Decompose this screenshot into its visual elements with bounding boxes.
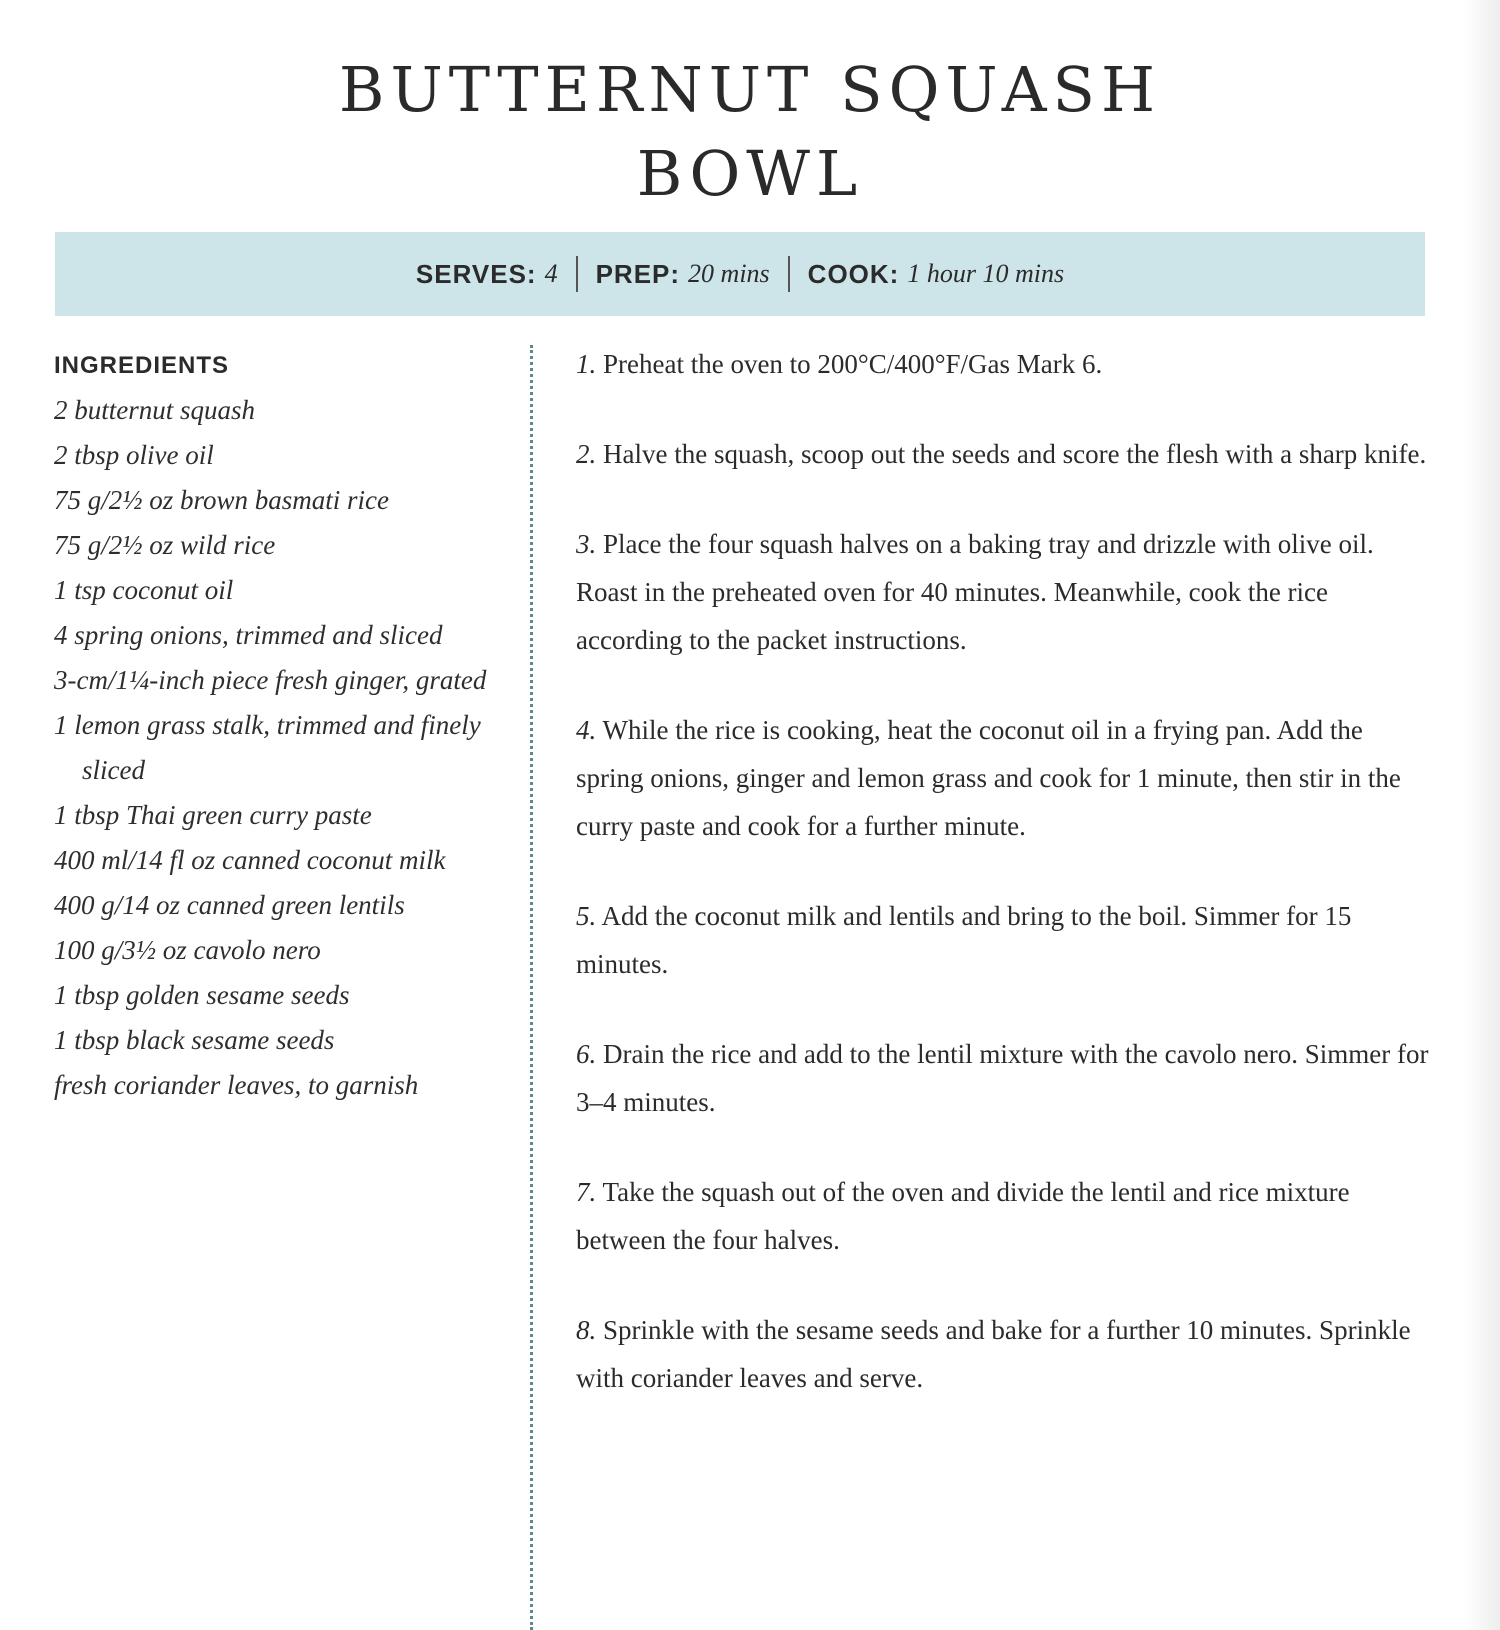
ingredient-item: 2 butternut squash (54, 395, 256, 425)
method-steps (576, 340, 1436, 1444)
method-step (576, 1030, 1436, 1126)
step-number: 6. (576, 1039, 597, 1069)
ingredient-item: fresh coriander leaves, to garnish (54, 1070, 419, 1100)
meta-separator (576, 256, 578, 292)
step-number: 8. (576, 1315, 597, 1345)
step-text: Drain the rice and add to the lentil mixture with the cavolo nero. Simmer for 3–4 minutes. (576, 1039, 1429, 1117)
page-edge-shadow (1464, 0, 1500, 1630)
method-step (576, 892, 1436, 988)
method-step (576, 520, 1436, 664)
serves-value: 4 (544, 259, 558, 288)
step-text: Halve the squash, scoop out the seeds and score the flesh with a sharp knife. (603, 439, 1427, 469)
recipe-title-line-1: BUTTERNUT SQUASH (338, 53, 1162, 126)
step-text: While the rice is cooking, heat the coconut oil in a frying pan. Add the spring onions, ginger and lemon grass and cook for 1 minute, then stir in the curry paste and cook for a further minute. (576, 715, 1401, 841)
step-text: Preheat the oven to 200°C/400°F/Gas Mark 6. (603, 349, 1103, 379)
step-number: 2. (576, 439, 597, 469)
ingredient-item: 400 g/14 oz canned green lentils (54, 890, 405, 920)
method-step (576, 340, 1436, 388)
step-number: 4. (576, 715, 597, 745)
ingredient-item: 75 g/2½ oz brown basmati rice (54, 485, 390, 515)
column-divider (530, 345, 533, 1630)
step-number: 7. (576, 1177, 597, 1207)
ingredient-item: 2 tbsp olive oil (54, 440, 214, 470)
recipe-title-line-2: BOWL (636, 137, 864, 210)
ingredient-item: 1 tsp coconut oil (54, 575, 234, 605)
ingredient-item: 100 g/3½ oz cavolo nero (54, 935, 321, 965)
recipe-title (0, 48, 1500, 216)
ingredient-item: 1 tbsp golden sesame seeds (54, 980, 350, 1010)
prep-label: PREP: (595, 258, 681, 289)
step-text: Place the four squash halves on a baking tray and drizzle with olive oil. Roast in the preheated oven for 40 minutes. Meanwhile, cook the rice according to the packet instructions. (576, 529, 1374, 655)
step-number: 1. (576, 349, 597, 379)
ingredient-item: 3-cm/1¼-inch piece fresh ginger, grated (54, 665, 487, 695)
ingredient-item: 1 tbsp black sesame seeds (54, 1025, 335, 1055)
method-step (576, 430, 1436, 478)
step-text: Add the coconut milk and lentils and bring to the boil. Simmer for 15 minutes. (576, 901, 1352, 979)
step-number: 3. (576, 529, 597, 559)
ingredients-heading: INGREDIENTS (54, 352, 230, 379)
method-step (576, 1168, 1436, 1264)
prep-value: 20 mins (688, 259, 770, 288)
ingredient-item: 75 g/2½ oz wild rice (54, 530, 276, 560)
step-text: Sprinkle with the sesame seeds and bake for a further 10 minutes. Sprinkle with coriander leaves and serve. (576, 1315, 1411, 1393)
ingredient-item: 4 spring onions, trimmed and sliced (54, 620, 443, 650)
cook-value: 1 hour 10 mins (907, 259, 1065, 288)
ingredients-list (54, 352, 514, 1108)
recipe-meta-band (55, 232, 1425, 316)
meta-separator (788, 256, 790, 292)
method-step (576, 1306, 1436, 1402)
ingredient-item: 1 lemon grass stalk, trimmed and finely sliced (54, 710, 481, 785)
ingredient-item: 1 tbsp Thai green curry paste (54, 800, 372, 830)
method-step (576, 706, 1436, 850)
step-text: Take the squash out of the oven and divide the lentil and rice mixture between the four halves. (576, 1177, 1350, 1255)
cook-label: COOK: (807, 258, 900, 289)
step-number: 5. (576, 901, 597, 931)
ingredient-item: 400 ml/14 fl oz canned coconut milk (54, 845, 446, 875)
serves-label: SERVES: (415, 258, 537, 289)
